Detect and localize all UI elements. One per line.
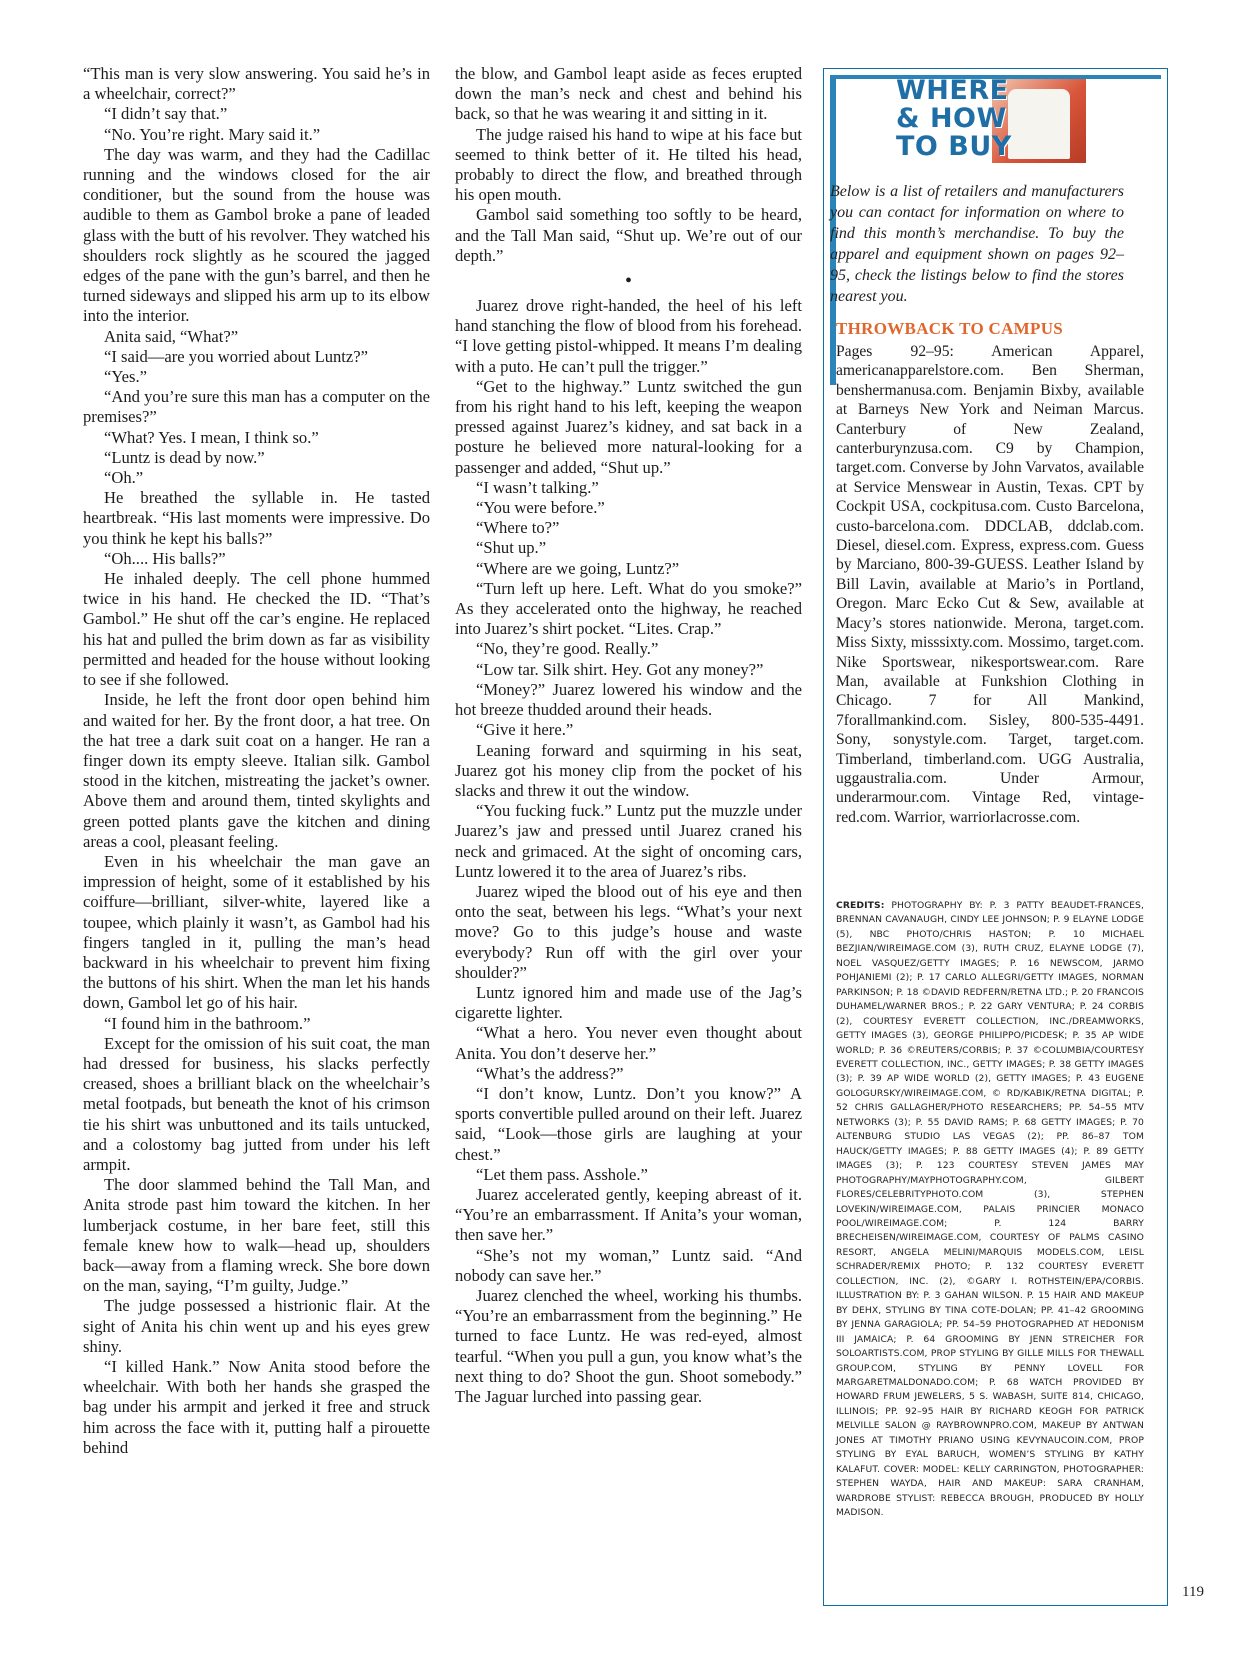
paragraph: “This man is very slow answering. You said he’s in a wheelchair, correct?” xyxy=(83,64,430,104)
paragraph: “What a hero. You never even thought about Anita. You don’t deserve her.” xyxy=(455,1023,802,1063)
paragraph: “Get to the highway.” Luntz switched the gun from his right hand to his left, keeping the weapon pressed against Juarez’s kidney, and sat back in a posture he believed more natural-looking for a passenger and added, “Shut up.” xyxy=(455,376,802,477)
paragraph: “Where to?” xyxy=(476,518,560,538)
section-break-bullet: • xyxy=(624,270,632,293)
paragraph: He inhaled deeply. The cell phone hummed twice in his hand. He checked the ID. “That’s Gambol.” He shut off the car’s engine. He replaced his hat and pulled the brim down as far as visibility permitted and headed for the house without looking to see if she followed. xyxy=(83,569,430,690)
paragraph: “I don’t know, Luntz. Don’t you know?” A sports convertible pulled around on their left. Juarez said, “Look—those girls are laughing at your chest.” xyxy=(455,1083,802,1164)
logo-line-2: & HOW xyxy=(896,103,1007,134)
paragraph: “Yes.” xyxy=(104,367,148,387)
paragraph: Juarez wiped the blood out of his eye and then onto the seat, between his legs. “What’s your next move? Go to this judge’s house and waste everybody? Run off with the girl over your shoulder?” xyxy=(455,881,802,982)
story-column-2 xyxy=(455,64,802,1407)
paragraph: “She’s not my woman,” Luntz said. “And nobody can save her.” xyxy=(455,1245,802,1285)
paragraph: “I killed Hank.” Now Anita stood before the wheelchair. With both her hands she grasped the bag under his armpit and jerked it free and struck him across the face with it, putting half a pirouette behind xyxy=(83,1357,430,1457)
paragraph: “I wasn’t talking.” xyxy=(476,477,599,497)
paragraph: “Oh.” xyxy=(104,468,144,488)
paragraph: Juarez clenched the wheel, working his thumbs. “You’re an embarrassment from the beginning.” He turned to face Luntz. He was red-eyed, almost tearful. “When you pull a gun, you know what’s the next thing to do? Shoot the gun. Shoot somebody.” The Jaguar lurched into passing gear. xyxy=(455,1285,802,1406)
paragraph: Luntz ignored him and made use of the Jag’s cigarette lighter. xyxy=(455,982,802,1023)
paragraph: He breathed the syllable in. He tasted heartbreak. “His last moments were impressive. Do you think he kept his balls?” xyxy=(83,488,430,548)
paragraph: “Let them pass. Asshole.” xyxy=(476,1164,648,1184)
paragraph: “No, they’re good. Really.” xyxy=(476,639,659,659)
paragraph: “Money?” Juarez lowered his window and the hot breeze thudded around their heads. xyxy=(455,679,802,720)
paragraph: “I found him in the bathroom.” xyxy=(104,1013,311,1033)
paragraph: “You fucking fuck.” Luntz put the muzzle under Juarez’s jaw and pressed until Juarez craned his neck and grimaced. At the sight of oncoming cars, Luntz lowered it to the area of Juarez’s ribs. xyxy=(455,801,802,881)
paragraph: The judge possessed a histrionic flair. At the sight of Anita his chin went up and his eyes grew shiny. xyxy=(83,1296,430,1356)
paragraph: Gambol said something too softly to be heard, and the Tall Man said, “Shut up. We’re out of our depth.” xyxy=(455,205,802,265)
page-number: 119 xyxy=(1182,1584,1204,1600)
paragraph: The judge raised his hand to wipe at his face but seemed to think better of it. He tilted his head, probably to direct the flow, and breathed through his open mouth. xyxy=(455,124,802,205)
photo-credits xyxy=(836,899,1144,1520)
paragraph: The door slammed behind the Tall Man, and Anita strode past him toward the kitchen. In her lumberjack costume, in her bare feet, still this female knew how to walk—head up, shoulders back—away from a flaming wreck. She bore down on the man, saying, “I’m guilty, Judge.” xyxy=(83,1175,430,1296)
paragraph: “Low tar. Silk shirt. Hey. Got any money?” xyxy=(476,659,764,679)
where-how-to-buy-sidebar xyxy=(823,68,1168,1606)
paragraph: “Luntz is dead by now.” xyxy=(104,447,265,467)
where-how-to-buy-logo xyxy=(896,77,1096,167)
paragraph: Anita said, “What?” xyxy=(104,326,239,346)
paragraph: “Give it here.” xyxy=(476,720,574,740)
paragraph: “Oh.... His balls?” xyxy=(104,548,226,568)
paragraph: “I didn’t say that.” xyxy=(104,104,228,124)
paragraph: the blow, and Gambol leapt aside as feces erupted down the man’s neck and chest and behind his back, so that he was wearing it and sitting in it. xyxy=(455,64,802,124)
paragraph: “No. You’re right. Mary said it.” xyxy=(104,124,321,144)
logo-line-1: WHERE xyxy=(896,75,1009,106)
credits-text: PHOTOGRAPHY BY: P. 3 PATTY BEAUDET-FRANCES, BRENNAN CAVANAUGH, CINDY LEE JOHNSON; P. 9 ELAYNE LODGE (5), NBC PHOTO/CHRIS HASTON; P. 10 MICHAEL BEZJIAN/WIREIMAGE.COM (3), RUTH CRUZ, ELAYNE LODGE (7), NOEL VASQUEZ/GETTY IMAGES; P. 16 NEWSCOM, JARMO POHJANIEMI (2); P. 17 CARLO ALLEGRI/GETTY IMAGES, NORMAN PARKINSON; P. 18 ©DAVID REDFERN/RETNA LTD.; P. 20 FRANCOIS DUHAMEL/WARNER BROS.; P. 22 GARY VENTURA; P. 24 CORBIS (2), COURTESY EVERETT COLLECTION, INC./DREAMWORKS, GETTY IMAGES (3), GEORGE PHILIPPO/PICDESK; P. 35 AP WIDE WORLD; P. 36 ©REUTERS/CORBIS; P. 37 ©COLUMBIA/COURTESY EVERETT COLLECTION, INC., GETTY IMAGES; P. 38 GETTY IMAGES (3); P. 39 AP WIDE WORLD (2), GETTY IMAGES; P. 43 EUGENE GOLOGURSKY/WIREIMAGE.COM, © RD/KABIK/RETNA DIGITAL; P. 52 CHRIS GALLAGHER/PHOTO RESEARCHERS; PP. 54–55 MTV NETWORKS (3); P. 55 DAVID RAMS; P. 68 GETTY IMAGES; P. 70 ALTENBURG STUDIO LAS VEGAS (2); PP. 86–87 TOM HAUCK/GETTY IMAGES; P. 88 GETTY IMAGES (4); P. 89 GETTY IMAGES (3); P. 123 COURTESY STEVEN JAMES MAY PHOTOGRAPHY/MAYPHOTOGRAPHY.COM, GILBERT FLORES/CELEBRITYPHOTO.COM (3), STEPHEN LOVEKIN/WIREIMAGE.COM, PALAIS PRINCIER MONACO POOL/WIREIMAGE.COM; P. 124 BARRY BRECHEISEN/WIREIMAGE.COM, COURTESY OF PALMS CASINO RESORT, ANGELA MELINI/MARQUIS MODELS.COM, LEISL SCHRADER/REMIX PHOTO; P. 132 COURTESY EVERETT COLLECTION, INC. (2), ©GARY I. ROTHSTEIN/EPA/CORBIS. ILLUSTRATION BY: P. 3 GAHAN WILSON. P. 15 HAIR AND MAKEUP BY DEHX, STYLING BY TINA COTE-DOLAN; PP. 41–42 GROOMING BY JENNA GARAGIOLA; PP. 54–59 PHOTOGRAPHED AT HEDONISM III JAMAICA; P. 64 GROOMING BY JENN STREICHER FOR SOLOARTISTS.COM, PROP STYLING BY GILLE MILLS FOR THEWALL GROUP.COM, STYLING BY PENNY LOVELL FOR MARGARETMALDONADO.COM; P. 68 WATCH PROVIDED BY HOWARD FRUM JEWELERS, 5 S. WABASH, SUITE 814, CHICAGO, ILLINOIS; PP. 92–95 HAIR BY RICHARD KEOGH FOR PATRICK MELVILLE SALON @ RAYBROWNPRO.COM, MAKEUP BY ANTWAN JONES AT TIMOTHY PRIANO USING KEVYNAUCOIN.COM, PROP STYLING BY EYAL BARUCH, WOMEN’S STYLING BY KATHY KALAFUT. COVER: MODEL: KELLY CARRINGTON, PHOTOGRAPHER: STEPHEN WAYDA, HAIR AND MAKEUP: SARA CRANHAM, WARDROBE STYLIST: REBECCA BROUGH, PRODUCED BY HOLLY MADISON. xyxy=(836,900,1144,1519)
story-column-1 xyxy=(83,64,430,1458)
section-title: THROWBACK TO CAMPUS xyxy=(836,319,1064,338)
shirt-image xyxy=(1008,89,1070,159)
logo-line-3: TO BUY xyxy=(896,131,1012,162)
paragraph: “You were before.” xyxy=(476,498,605,518)
story-column-2-bottom xyxy=(455,296,802,1407)
paragraph: The day was warm, and they had the Cadillac running and the windows closed for the air conditioner, but the sound from the house was audible to them as Gambol broke a pane of leaded glass with the butt of his revolver. They watched his shoulders rock slightly as he scoured the jagged edges of the pane with the gun’s barrel, and then he turned sideways and slipped his arm up to its elbow into the interior. xyxy=(83,144,430,326)
logo-wordmark xyxy=(896,77,1012,161)
paragraph: “What? Yes. I mean, I think so.” xyxy=(104,427,319,447)
paragraph: Inside, he left the front door open behind him and waited for her. By the front door, a hat tree. On the hat tree a dark suit coat on a hanger. He ran a finger down its empty sleeve. Italian silk. Gambol stood in the kitchen, mistreating the jacket’s owner. Above them and around them, tinted skylights and green potted plants gave the kitchen and dining areas a cool, pleasant feeling. xyxy=(83,690,430,851)
story-column-2-top xyxy=(455,64,802,266)
credits-label: CREDITS: xyxy=(836,900,885,911)
paragraph: Leaning forward and squirming in his seat, Juarez got his money clip from the pocket of his slacks and threw it out the window. xyxy=(455,740,802,800)
paragraph: “Shut up.” xyxy=(476,538,547,558)
paragraph: “Turn left up here. Left. What do you smoke?” As they accelerated onto the highway, he reached into Juarez’s shirt pocket. “Lites. Crap.” xyxy=(455,578,802,639)
retailer-listing: Pages 92–95: American Apparel, americanapparelstore.com. Ben Sherman, benshermanusa.com. Benjamin Bixby, available at Barneys New York and Neiman Marcus. Canterbury of New Zealand, canterburynzusa.com. C9 by Champion, target.com. Converse by John Varvatos, available at Service Menswear in Austin, Texas. CPT by Cockpit USA, cockpitusa.com. Custo Barcelona, custo-barcelona.com. DDCLAB, ddclab.com. Diesel, diesel.com. Express, express.com. Guess by Marciano, 800-39-GUESS. Leather Island by Bill Lavin, available at Mario’s in Portland, Oregon. Marc Ecko Cut & Sew, available at Macy’s stores nationwide. Merona, target.com. Miss Sixty, misssixty.com. Mossimo, target.com. Nike Sportswear, nikesportswear.com. Rare Man, available at Funkshion Clothing in Chicago. 7 for All Mankind, 7forallmankind.com. Sisley, 800-535-4491. Sony, sonystyle.com. Target, target.com. Timberland, timberland.com. UGG Australia, uggaustralia.com. Under Armour, underarmour.com. Vintage Red, vintage-red.com. Warrior, warriorlacrosse.com. xyxy=(836,343,1144,826)
paragraph: “Where are we going, Luntz?” xyxy=(476,558,680,578)
paragraph: Even in his wheelchair the man gave an impression of height, some of it established by his coiffure—brilliant, silver-white, layered like a toupee, which plainly it wasn’t, as Gambol had his fingers tangled in it, pulling the man’s head backward in his wheelchair to prevent him fixing the buttons of his shirt. When the man let his hands down, Gambol let go of his hair. xyxy=(83,851,430,1013)
paragraph: Juarez accelerated gently, keeping abreast of it. “You’re an embarrassment. If Anita’s your woman, then save her.” xyxy=(455,1184,802,1245)
sidebar-intro: Below is a list of retailers and manufacturers you can contact for information on where to find this month’s merchandise. To buy the apparel and equipment shown on pages 92–95, check the listings below to find the stores nearest you. xyxy=(830,183,1124,305)
paragraph: Juarez drove right-handed, the heel of his left hand stanching the flow of blood from his forehead. “I love getting pistol-whipped. It means I’m dealing with a puto. He can’t pull the trigger.” xyxy=(455,296,802,376)
paragraph: “I said—are you worried about Luntz?” xyxy=(104,346,369,366)
paragraph: “What’s the address?” xyxy=(476,1063,624,1083)
paragraph: “And you’re sure this man has a computer on the premises?” xyxy=(83,387,430,427)
paragraph: Except for the omission of his suit coat, the man had dressed for business, his slacks perfectly creased, shoes a brilliant black on the wheelchair’s metal footpads, but beneath the knot of his crimson tie his shirt was unbuttoned and its tails untucked, and a colostomy bag jutted from under his left armpit. xyxy=(83,1033,430,1174)
